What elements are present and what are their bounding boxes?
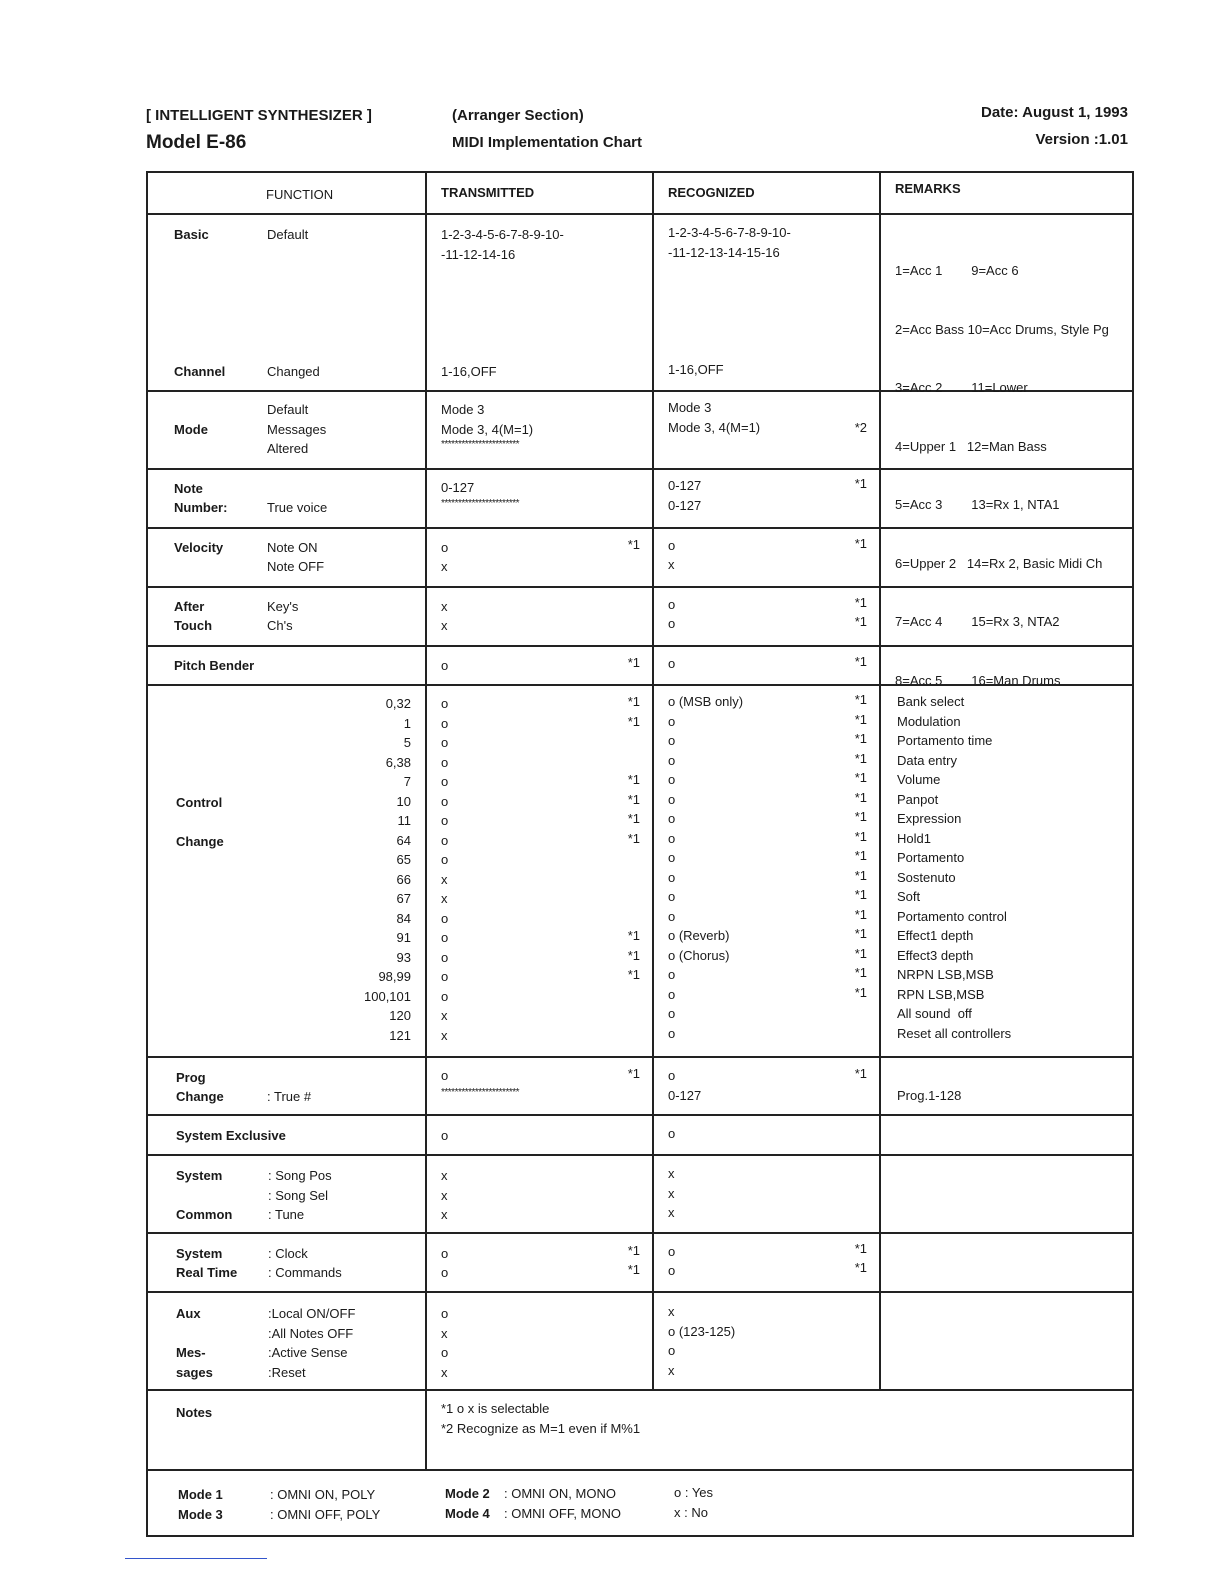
- controller-rx-row: [668, 770, 867, 790]
- no-legend: x : No: [674, 1505, 708, 1520]
- rx-default-line1: 1-2-3-4-5-6-7-8-9-10-: [668, 225, 791, 240]
- rx-default-line2: -11-12-13-14-15-16: [668, 245, 780, 260]
- common-rx-2: x: [668, 1186, 675, 1201]
- aux-rx-4: x: [668, 1363, 675, 1378]
- model-name: Model E-86: [146, 132, 247, 153]
- controller-number: 67: [396, 891, 411, 906]
- control-change-row: [148, 686, 1132, 1058]
- pitch-rx-mark: *1: [854, 654, 867, 669]
- prog-change-label: Change: [176, 1089, 224, 1104]
- controller-rx-mark: *1: [854, 848, 867, 863]
- controller-number: 120: [389, 1008, 411, 1023]
- controller-rx-row: [668, 1004, 867, 1024]
- controller-rx-value: o (MSB only): [668, 694, 744, 709]
- controller-rx-mark: *1: [854, 711, 867, 727]
- commands-label: : Commands: [268, 1265, 342, 1280]
- controller-remark: NRPN LSB,MSB: [897, 967, 994, 982]
- controller-rx-value: o: [668, 733, 676, 748]
- mode-row: [148, 392, 1132, 470]
- channel-remarks: 1=Acc 1 9=Acc 6 2=Acc Bass 10=Acc Drums, Style Pg 3=Acc 2 11=Lower 4=Upper 1 12=Man Bass 5=Acc 3 13=Rx 1, NTA1 6=Upper 2 14=Rx 2, Basic Midi Ch 7=Acc 4 15=Rx 3, NTA2 8=Acc 5 16=Man Drums: [895, 263, 1109, 688]
- after-rx-keys: o: [668, 597, 676, 612]
- controller-tx-mark: *1: [627, 713, 640, 729]
- controller-rx-value: o: [668, 1025, 676, 1041]
- notes-row: [148, 1391, 1132, 1471]
- change-label: Change: [176, 834, 224, 849]
- controller-rx-mark: *1: [854, 984, 867, 1000]
- pitch-bender-label: Pitch Bender: [174, 658, 255, 673]
- controller-tx-row: [441, 850, 640, 870]
- controller-rx-mark: *1: [854, 926, 867, 941]
- mode2-value: : OMNI ON, MONO: [504, 1486, 616, 1501]
- controller-tx-row: [441, 1026, 640, 1046]
- note-off-label: Note OFF: [267, 559, 325, 574]
- controller-rx-value: o: [668, 986, 676, 1002]
- controller-rx-row: [668, 946, 867, 966]
- common-rx-1: x: [668, 1166, 675, 1181]
- mode3-label: Mode 3: [178, 1507, 223, 1522]
- controller-rx-value: o: [668, 850, 676, 865]
- controller-rx-value: o: [668, 752, 676, 768]
- controller-number: 100,101: [364, 988, 411, 1004]
- aux-tx-3: o: [441, 1345, 449, 1360]
- controller-tx-row: [441, 694, 640, 714]
- tx-default-line1: 1-2-3-4-5-6-7-8-9-10-: [441, 227, 564, 242]
- sysex-rx: o: [668, 1126, 676, 1141]
- controller-rx-value: o: [668, 772, 676, 787]
- note-number-row: [148, 470, 1132, 529]
- version: Version :1.01: [1035, 131, 1128, 148]
- controller-remark: Hold1: [897, 830, 931, 846]
- controller-number: 64: [396, 832, 411, 848]
- velocity-label: Velocity: [174, 540, 224, 555]
- controller-number: 98,99: [378, 969, 411, 984]
- controller-numbers: [364, 694, 411, 1045]
- controller-tx-row: [441, 889, 640, 909]
- note-on-label: Note ON: [267, 540, 318, 555]
- common-tx-3: x: [441, 1207, 448, 1222]
- local-onoff-label: :Local ON/OFF: [268, 1306, 356, 1321]
- controller-rx-mark: *1: [854, 770, 867, 785]
- active-sense-label: :Active Sense: [268, 1345, 348, 1360]
- pitch-rx: o: [668, 656, 676, 671]
- controller-tx-value: o: [441, 696, 449, 711]
- mode1-value: : OMNI ON, POLY: [270, 1487, 376, 1502]
- controller-rx-mark: *1: [854, 945, 867, 961]
- controller-rx-row: [668, 751, 867, 771]
- chs-label: Ch's: [267, 618, 293, 633]
- rt-tx-clock: o: [441, 1246, 449, 1261]
- common-tx-1: x: [441, 1168, 448, 1183]
- mode2-label: Mode 2: [445, 1486, 490, 1501]
- controller-number: 7: [403, 774, 411, 789]
- controller-rx-row: [668, 868, 867, 888]
- controller-tx-value: o: [441, 988, 449, 1004]
- controller-tx-row: [441, 909, 640, 929]
- notes-label: Notes: [176, 1405, 213, 1420]
- controller-rx-value: o (Chorus): [668, 947, 730, 963]
- controller-rx-row: [668, 809, 867, 829]
- rt-tx-commands: o: [441, 1265, 449, 1280]
- controller-tx-value: x: [441, 1008, 448, 1023]
- controller-tx-value: x: [441, 891, 448, 906]
- function-header: FUNCTION: [266, 187, 334, 202]
- note-tx-true: ***********************: [441, 498, 520, 509]
- controller-remark: Portamento time: [897, 733, 993, 748]
- controller-rx-mark: *1: [854, 828, 867, 844]
- velocity-row: [148, 529, 1132, 588]
- velocity-tx-on: o: [441, 540, 449, 555]
- controller-rx-row: [668, 907, 867, 927]
- tx-default-line2: -11-12-14-16: [441, 247, 516, 262]
- after-label: After: [174, 599, 205, 614]
- aux-tx-2: x: [441, 1326, 448, 1341]
- note-line-1: *1 o x is selectable: [441, 1401, 550, 1416]
- tx-changed: 1-16,OFF: [441, 364, 497, 379]
- controller-rx-row: [668, 965, 867, 985]
- midi-implementation-table: [146, 171, 1134, 1537]
- control-label: Control: [176, 795, 223, 810]
- controller-rx-value: o: [668, 967, 676, 982]
- after-rx-mark-1: *1: [854, 595, 867, 610]
- controller-tx-row: [441, 714, 640, 734]
- controller-number: 6,38: [385, 754, 411, 770]
- prog-change-row: [148, 1058, 1132, 1116]
- controller-number: 65: [396, 852, 411, 867]
- note-label: Note: [174, 481, 203, 496]
- controller-number: 84: [396, 910, 411, 926]
- section-title: (Arranger Section): [452, 107, 584, 124]
- controller-tx-mark: *1: [627, 772, 640, 787]
- controller-tx-value: o: [441, 735, 449, 750]
- controller-number: 0,32: [385, 696, 411, 711]
- prog-rx: o: [668, 1068, 676, 1083]
- mes-label: Mes-: [176, 1345, 206, 1360]
- controller-rx-value: o: [668, 1006, 676, 1021]
- controller-rx-value: o: [668, 830, 676, 846]
- velocity-tx-off: x: [441, 559, 448, 574]
- controller-tx-mark: *1: [627, 694, 640, 709]
- mode-messages-label: Messages: [267, 422, 327, 437]
- rt-rx-mark-1: *1: [854, 1241, 867, 1256]
- chart-title: MIDI Implementation Chart: [452, 134, 643, 151]
- controller-tx-value: o: [441, 832, 449, 848]
- controller-remark: Effect3 depth: [897, 947, 974, 963]
- true-voice-label: True voice: [267, 500, 328, 515]
- recognized-header: RECOGNIZED: [668, 185, 755, 200]
- note-rx-mark: *1: [854, 476, 867, 491]
- rt-rx-commands: o: [668, 1263, 676, 1278]
- controller-rx-mark: *1: [854, 965, 867, 980]
- velocity-rx-off: x: [668, 557, 675, 572]
- after-touch-row: [148, 588, 1132, 647]
- controller-rx-row: [668, 848, 867, 868]
- controller-rx-row: [668, 731, 867, 751]
- aux-rx-1: x: [668, 1304, 675, 1319]
- mode4-value: : OMNI OFF, MONO: [504, 1506, 621, 1521]
- rx-changed: 1-16,OFF: [668, 362, 724, 377]
- mode-tx-messages: Mode 3, 4(M=1): [441, 422, 534, 437]
- controller-rx-mark: *1: [854, 906, 867, 922]
- controller-remark: Bank select: [897, 694, 965, 709]
- controller-remark: Panpot: [897, 791, 939, 807]
- pitch-tx-mark: *1: [627, 655, 640, 670]
- controller-rx-value: o: [668, 811, 676, 826]
- controller-remark: Portamento control: [897, 908, 1007, 924]
- controller-tx-row: [441, 792, 640, 812]
- system-common-label: System: [176, 1168, 223, 1183]
- rt-tx-mark-2: *1: [627, 1262, 640, 1277]
- aux-messages-row: [148, 1293, 1132, 1391]
- after-rx-mark-2: *1: [854, 614, 867, 629]
- mode-tx-default: Mode 3: [441, 402, 485, 417]
- controller-remark: Soft: [897, 889, 921, 904]
- velocity-rx-on: o: [668, 538, 676, 553]
- transmitted-header: TRANSMITTED: [441, 185, 535, 200]
- controller-tx-value: o: [441, 793, 449, 809]
- controller-tx-row: [441, 870, 640, 890]
- sysex-label: System Exclusive: [176, 1128, 286, 1143]
- controller-remark: Effect1 depth: [897, 928, 974, 943]
- prog-remark: Prog.1-128: [897, 1088, 962, 1103]
- system-common-row: [148, 1156, 1132, 1234]
- rt-tx-mark-1: *1: [627, 1243, 640, 1258]
- controller-tx-value: o: [441, 852, 449, 867]
- controller-rx-row: [668, 887, 867, 907]
- controller-tx-value: o: [441, 774, 449, 789]
- controller-tx-row: [441, 1006, 640, 1026]
- sysex-tx: o: [441, 1128, 449, 1143]
- controller-rx-value: o: [668, 791, 676, 807]
- pitch-bender-row: [148, 647, 1132, 686]
- controller-number: 66: [396, 871, 411, 887]
- mode-rx-mark: *2: [854, 420, 867, 435]
- prog-rx-true: 0-127: [668, 1088, 702, 1103]
- mode-tx-altered: ***********************: [441, 439, 520, 450]
- controller-rx-row: [668, 985, 867, 1005]
- aux-tx-4: x: [441, 1365, 448, 1380]
- reset-label: :Reset: [268, 1365, 306, 1380]
- controller-tx-value: x: [441, 1027, 448, 1043]
- prog-rx-mark: *1: [854, 1066, 867, 1081]
- controller-rx-row: [668, 829, 867, 849]
- controller-tx-mark: *1: [627, 830, 640, 846]
- header-row: [148, 173, 1132, 215]
- common-label: Common: [176, 1207, 233, 1222]
- controller-tx-values: [441, 694, 640, 1045]
- prog-tx-mark: *1: [627, 1066, 640, 1081]
- controller-rx-mark: *1: [854, 809, 867, 824]
- controller-rx-value: o: [668, 713, 676, 729]
- after-rx-chs: o: [668, 616, 676, 631]
- mode1-label: Mode 1: [178, 1487, 223, 1502]
- common-tx-2: x: [441, 1188, 448, 1203]
- prog-label: Prog: [176, 1070, 206, 1085]
- controller-tx-row: [441, 987, 640, 1007]
- controller-number: 91: [396, 930, 411, 945]
- controller-remarks: [897, 692, 1011, 1043]
- controller-rx-value: o: [668, 889, 676, 904]
- note-rx-true: 0-127: [668, 498, 702, 513]
- controller-tx-mark: *1: [627, 811, 640, 826]
- controller-tx-value: o: [441, 813, 449, 828]
- controller-remark: Reset all controllers: [897, 1025, 1012, 1041]
- keys-label: Key's: [267, 599, 299, 614]
- mode-rx-default: Mode 3: [668, 400, 712, 415]
- controller-tx-row: [441, 967, 640, 987]
- common-rx-3: x: [668, 1205, 675, 1220]
- rt-rx-mark-2: *1: [854, 1260, 867, 1275]
- controller-remark: Modulation: [897, 713, 961, 729]
- touch-label: Touch: [174, 618, 213, 633]
- controller-remark: Expression: [897, 811, 962, 826]
- controller-rx-row: [668, 712, 867, 732]
- note-rx-range: 0-127: [668, 478, 702, 493]
- controller-tx-value: o: [441, 969, 449, 984]
- controller-tx-value: o: [441, 930, 449, 945]
- controller-remark: Portamento: [897, 850, 965, 865]
- controller-number: 5: [403, 735, 411, 750]
- page-underline: [125, 1558, 267, 1559]
- controller-tx-value: o: [441, 910, 449, 926]
- date: Date: August 1, 1993: [981, 104, 1128, 121]
- controller-remark: Volume: [897, 772, 941, 787]
- pitch-tx: o: [441, 658, 449, 673]
- velocity-tx-mark: *1: [627, 537, 640, 552]
- velocity-rx-mark: *1: [854, 536, 867, 551]
- controller-tx-value: x: [441, 871, 448, 887]
- controller-number: 121: [389, 1027, 411, 1043]
- clock-label: : Clock: [268, 1246, 308, 1261]
- mode-legend-row: [148, 1471, 1132, 1535]
- controller-remark: Sostenuto: [897, 869, 956, 885]
- mode4-label: Mode 4: [445, 1506, 490, 1521]
- after-tx-chs: x: [441, 618, 448, 633]
- controller-number: 93: [396, 949, 411, 965]
- controller-tx-mark: *1: [627, 947, 640, 963]
- system-rt-label: System: [176, 1246, 223, 1261]
- controller-number: 1: [403, 715, 411, 731]
- controller-rx-mark: *1: [854, 692, 867, 707]
- song-pos-label: : Song Pos: [268, 1168, 332, 1183]
- controller-tx-row: [441, 948, 640, 968]
- mode-rx-messages: Mode 3, 4(M=1): [668, 420, 761, 435]
- controller-remark: RPN LSB,MSB: [897, 986, 985, 1002]
- remarks-header: REMARKS: [895, 181, 961, 196]
- controller-tx-mark: *1: [627, 928, 640, 943]
- controller-number: 11: [397, 813, 411, 828]
- basic-default-label: Default: [267, 227, 309, 242]
- aux-label: Aux: [176, 1306, 201, 1321]
- controller-tx-mark: *1: [627, 791, 640, 807]
- tune-label: : Tune: [268, 1207, 305, 1222]
- controller-tx-row: [441, 753, 640, 773]
- all-notes-off-label: :All Notes OFF: [268, 1326, 354, 1341]
- rt-rx-clock: o: [668, 1244, 676, 1259]
- controller-remark: All sound off: [897, 1006, 972, 1021]
- mode-altered-label: Altered: [267, 441, 309, 456]
- system-exclusive-row: [148, 1116, 1132, 1156]
- true-number-label: : True #: [267, 1089, 312, 1104]
- basic-changed-label: Changed: [267, 364, 320, 379]
- mode-default-label: Default: [267, 402, 309, 417]
- controller-tx-row: [441, 831, 640, 851]
- mode3-value: : OMNI OFF, POLY: [270, 1507, 381, 1522]
- controller-rx-value: o: [668, 869, 676, 885]
- controller-tx-row: [441, 811, 640, 831]
- controller-rx-row: [668, 692, 867, 712]
- mode-label: Mode: [174, 422, 208, 437]
- controller-rx-mark: *1: [854, 789, 867, 805]
- controller-tx-row: [441, 772, 640, 792]
- controller-tx-value: o: [441, 754, 449, 770]
- controller-rx-mark: *1: [854, 750, 867, 766]
- controller-rx-value: o: [668, 908, 676, 924]
- controller-tx-row: [441, 733, 640, 753]
- controller-tx-value: o: [441, 949, 449, 965]
- channel-label: Channel: [174, 364, 226, 379]
- controller-rx-mark: *1: [854, 887, 867, 902]
- note-tx-range: 0-127: [441, 480, 475, 495]
- controller-tx-value: o: [441, 715, 449, 731]
- number-label: Number:: [174, 500, 228, 515]
- note-line-2: *2 Recognize as M=1 even if M%1: [441, 1421, 641, 1436]
- prog-tx-true: ***********************: [441, 1087, 520, 1098]
- aux-rx-2: o (123-125): [668, 1324, 736, 1339]
- song-sel-label: : Song Sel: [268, 1188, 328, 1203]
- system-real-time-row: [148, 1234, 1132, 1293]
- controller-rx-row: [668, 790, 867, 810]
- controller-rx-value: o (Reverb): [668, 928, 730, 943]
- after-tx-keys: x: [441, 599, 448, 614]
- basic-label: Basic: [174, 227, 209, 242]
- aux-tx-1: o: [441, 1306, 449, 1321]
- controller-rx-values: [668, 692, 867, 1043]
- sages-label: sages: [176, 1365, 213, 1380]
- controller-remark: Data entry: [897, 752, 957, 768]
- aux-rx-3: o: [668, 1343, 676, 1358]
- controller-rx-mark: *1: [854, 731, 867, 746]
- controller-tx-row: [441, 928, 640, 948]
- controller-rx-row: [668, 926, 867, 946]
- prog-tx: o: [441, 1068, 449, 1083]
- controller-rx-mark: *1: [854, 867, 867, 883]
- device-name: [ INTELLIGENT SYNTHESIZER ]: [146, 107, 372, 124]
- controller-rx-row: [668, 1024, 867, 1044]
- controller-number: 10: [396, 793, 411, 809]
- real-time-label: Real Time: [176, 1265, 238, 1280]
- controller-tx-mark: *1: [627, 967, 640, 982]
- yes-legend: o : Yes: [674, 1485, 714, 1500]
